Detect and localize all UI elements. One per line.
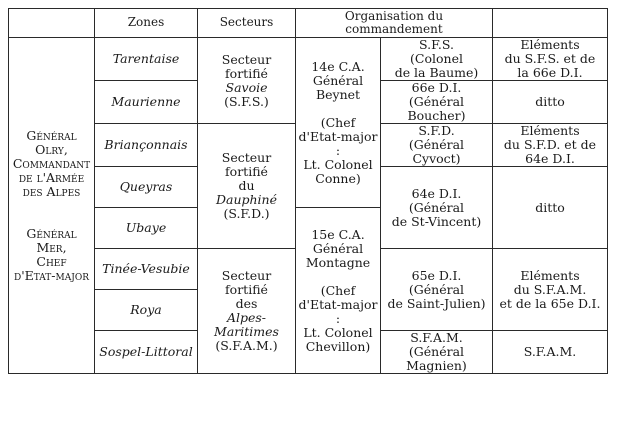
unit-cell: S.F.S. (Colonel de la Baume) — [381, 38, 493, 81]
zone-cell: Queyras — [95, 167, 198, 208]
zone-cell: Maurienne — [95, 81, 198, 124]
header-organisation: Organisation du commandement — [296, 9, 493, 38]
table-row — [9, 38, 608, 81]
header-row — [9, 9, 608, 38]
header-secteurs: Secteurs — [198, 9, 296, 38]
zone-cell: Sospel-Littoral — [95, 331, 198, 374]
secteur-cell: Secteur fortifié Savoie (S.F.S.) — [198, 38, 296, 124]
header-blank-right — [493, 9, 608, 38]
command-organization-table — [8, 8, 608, 374]
commander-cell: Général Olry, Commandant de l'Armée des Alpes Général Mer, Chef d'Etat-major — [9, 38, 95, 374]
unit-cell: 66e D.I. (Général Boucher) — [381, 81, 493, 124]
corps-cell: 14e C.A. Général Beynet (Chef d'Etat-major : Lt. Colonel Conne) — [296, 38, 381, 208]
elements-cell: Eléments du S.F.D. et de 64e D.I. — [493, 124, 608, 167]
elements-cell: Eléments du S.F.A.M. et de la 65e D.I. — [493, 249, 608, 331]
unit-cell: S.F.A.M. (Général Magnien) — [381, 331, 493, 374]
header-blank-left — [9, 9, 95, 38]
header-zones: Zones — [95, 9, 198, 38]
secteur-cell: Secteur fortifié des Alpes-Maritimes (S.F.A.M.) — [198, 249, 296, 374]
unit-cell: 64e D.I. (Général de St-Vincent) — [381, 167, 493, 249]
zone-cell: Roya — [95, 290, 198, 331]
elements-cell: ditto — [493, 81, 608, 124]
elements-cell: ditto — [493, 167, 608, 249]
corps-cell: 15e C.A. Général Montagne (Chef d'Etat-major : Lt. Colonel Chevillon) — [296, 208, 381, 374]
zone-cell: Ubaye — [95, 208, 198, 249]
zone-cell: Tarentaise — [95, 38, 198, 81]
unit-cell: 65e D.I. (Général de Saint-Julien) — [381, 249, 493, 331]
zone-cell: Tinée-Vesubie — [95, 249, 198, 290]
unit-cell: S.F.D. (Général Cyvoct) — [381, 124, 493, 167]
zone-cell: Briançonnais — [95, 124, 198, 167]
elements-cell: Eléments du S.F.S. et de la 66e D.I. — [493, 38, 608, 81]
elements-cell: S.F.A.M. — [493, 331, 608, 374]
secteur-cell: Secteur fortifié du Dauphiné (S.F.D.) — [198, 124, 296, 249]
